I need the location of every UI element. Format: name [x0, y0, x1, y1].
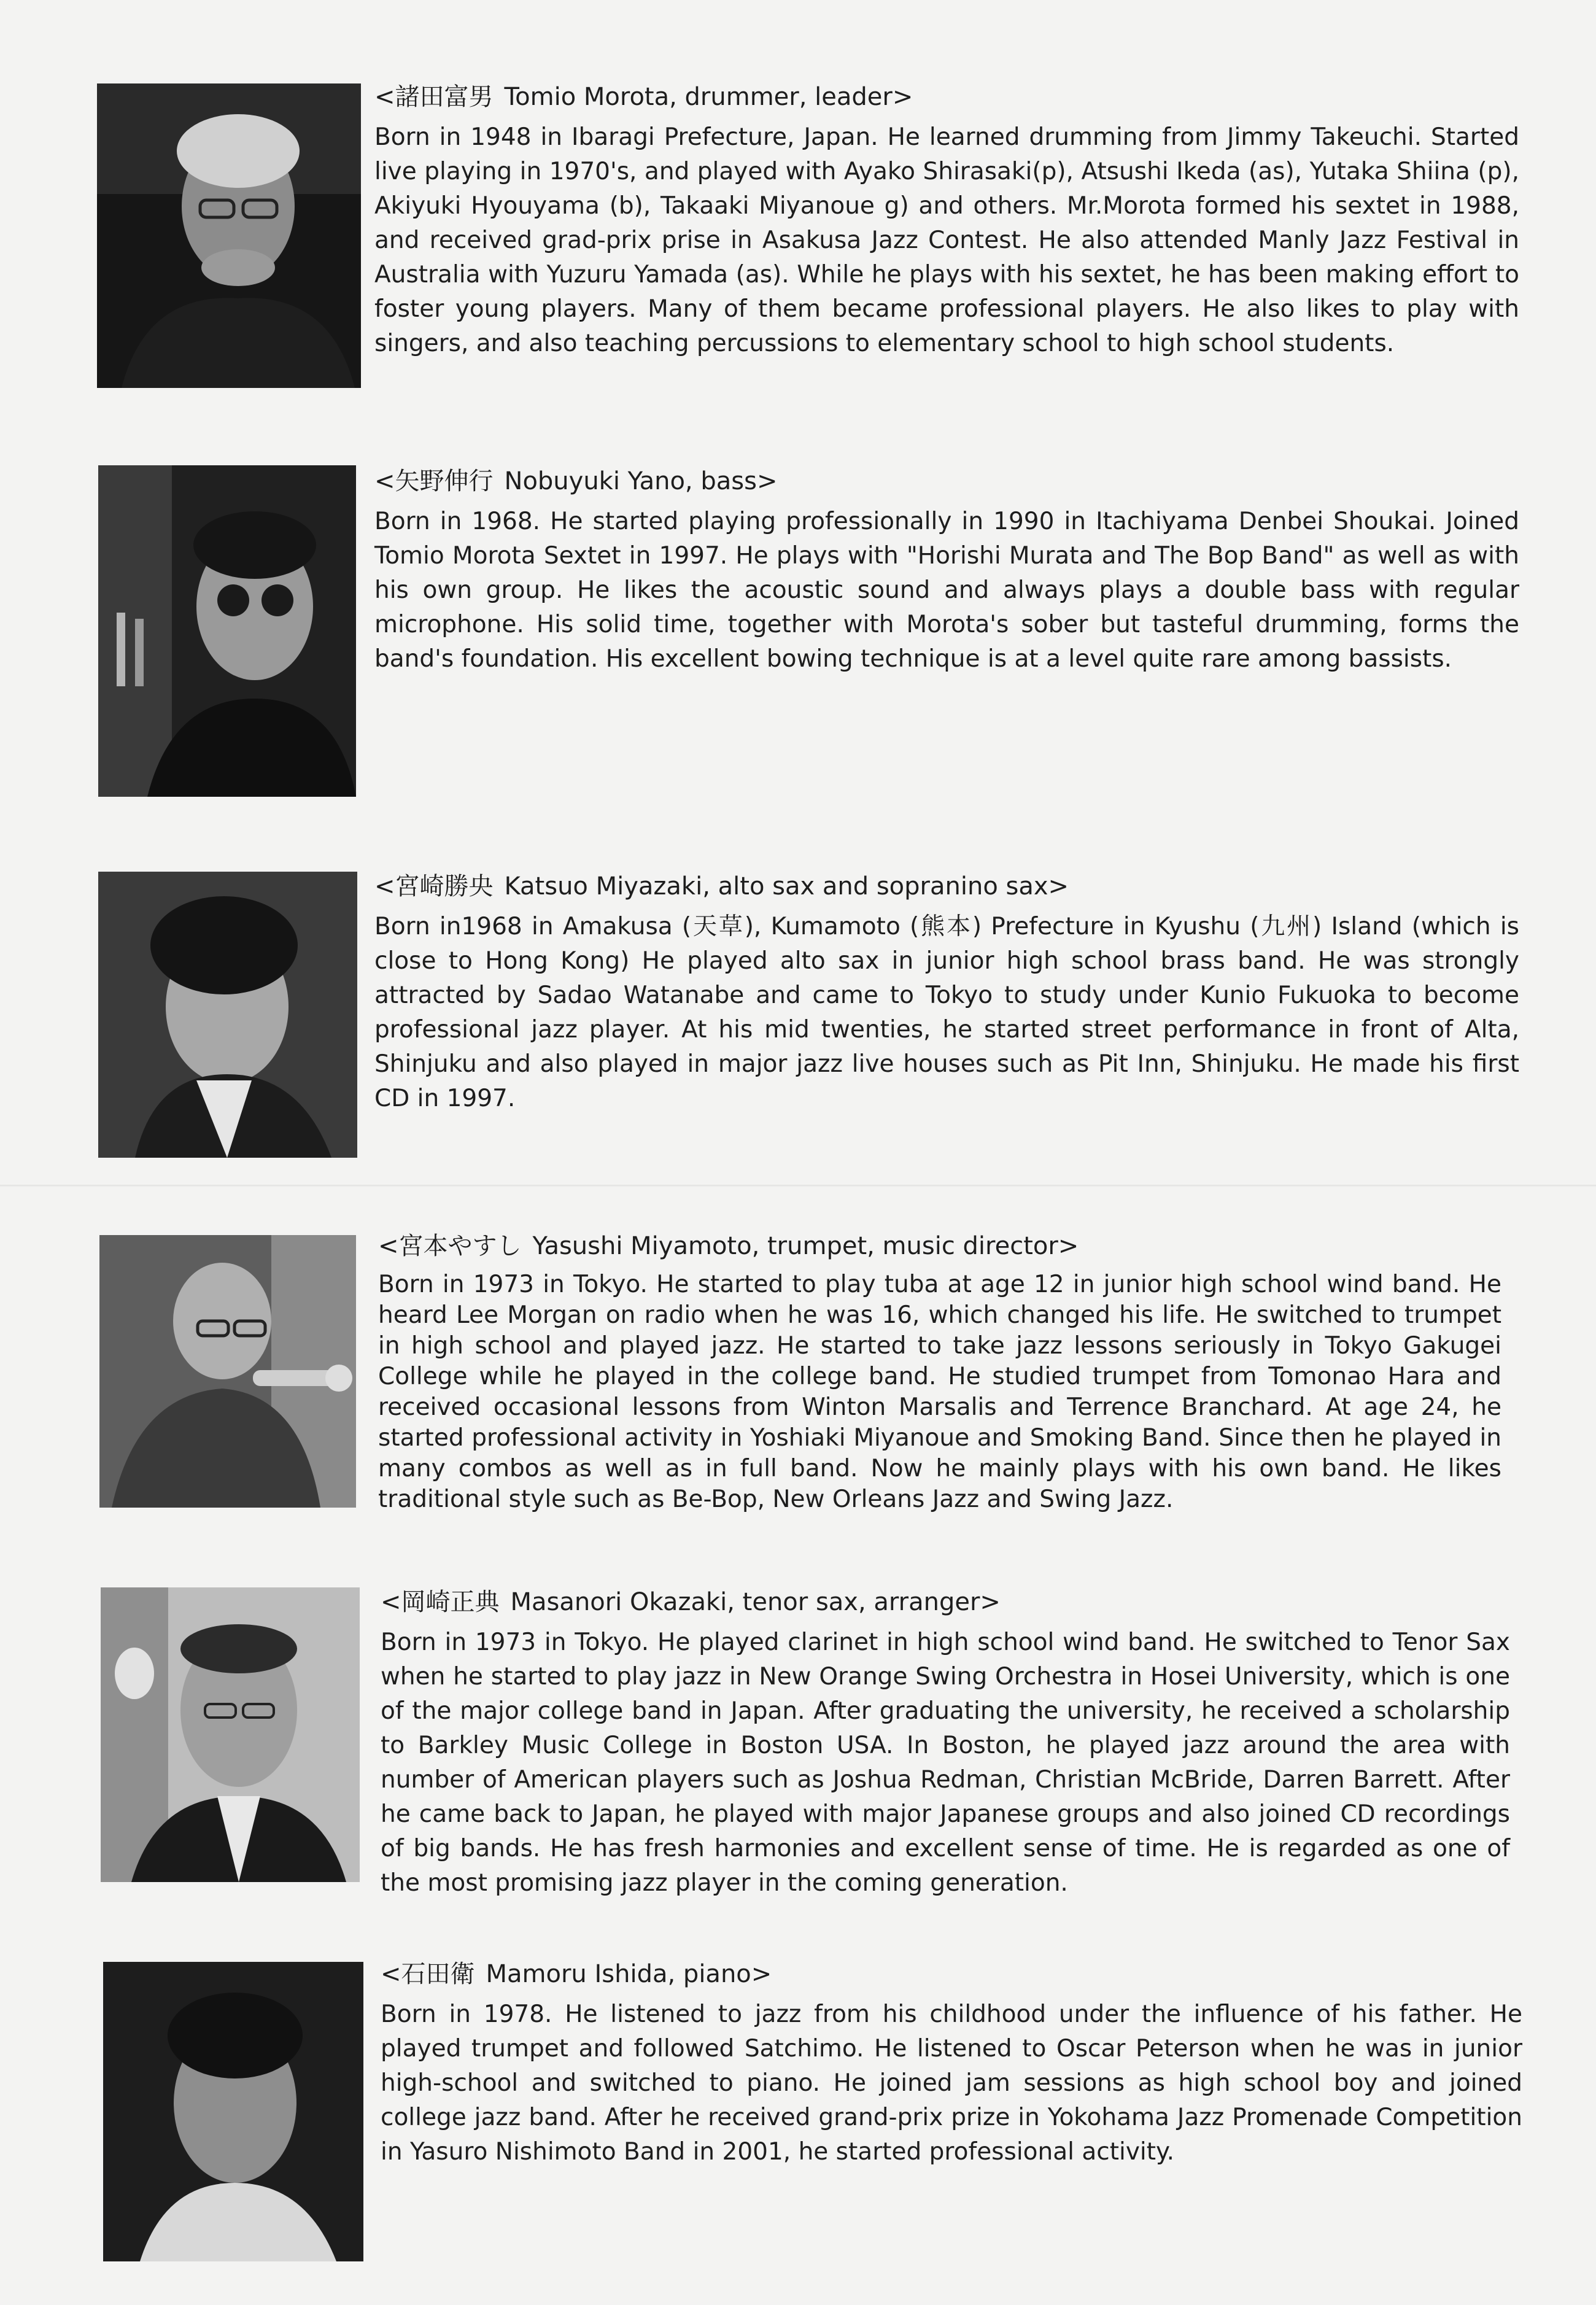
member-name-en: Katsuo Miyazaki, alto sax and sopranino sax>: [504, 872, 1069, 901]
member-photo: [97, 83, 361, 388]
member-heading: [378, 1230, 1501, 1262]
member-text: [374, 870, 1519, 1116]
member-bio: Born in1968 in Amakusa (天草), Kumamoto (熊本) Prefecture in Kyushu (九州) Island (which is close to Hong Kong) He played alto sax in junior high school brass band. He was strongly attracted by Sadao Watanabe and came to Tokyo to study under Kunio Fukuoka to become professional jazz player. At his mid twenties, he started street performance in front of Alta, Shinjuku and also played in major jazz live houses such as Pit Inn, Shinjuku. He made his first CD in 1997.: [374, 913, 1519, 1112]
member-name-en: Nobuyuki Yano, bass>: [504, 467, 778, 495]
member-bio: Born in 1973 in Tokyo. He started to play tuba at age 12 in junior high school wind band. He heard Lee Morgan on radio when he was 16, which changed his life. He switched to trumpet in high school and played jazz. He started to take jazz lessons seriously in Tokyo Gakugei College while he played in the college band. He studied trumpet from Tomonao Hara and received occasional lessons from Winton Marsalis and Terrence Branchard. At age 24, he started professional activity in Yoshiaki Miyanoue and Smoking Band. Since then he played in many combos as well as in full band. Now he mainly plays with his own band. He likes traditional style such as Be-Bop, New Orleans Jazz and Swing Jazz.: [378, 1271, 1501, 1513]
member-name-jp: <諸田富男: [374, 83, 494, 111]
member-bio: Born in 1973 in Tokyo. He played clarinet in high school wind band. He switched to Tenor Sax when he started to play jazz in New Orange Swing Orchestra in Hosei University, which is one of the major college band in Japan. After graduating the university, he received a scholarship to Barkley Music College in Boston USA. In Boston, he played jazz around the area with number of American players such as Joshua Redman, Christian McBride, Darren Barrett. After he came back to Japan, he played with major Japanese groups and also joined CD recordings of big bands. He has fresh harmonies and excellent sense of time. He is regarded as one of the most promising jazz player in the coming generation.: [381, 1629, 1510, 1897]
member-text: [374, 465, 1519, 676]
member-bio: Born in 1948 in Ibaragi Prefecture, Japan. He learned drumming from Jimmy Takeuchi. Started live playing in 1970's, and played with Ayako Shirasaki(p), Atsushi Ikeda (as), Yutaka Shiina (p), Akiyuki Hyouyama (b), Takaaki Miyanoue g) and others. Mr.Morota formed his sextet in 1988, and received grad-prix prise in Asakusa Jazz Contest. He also attended Manly Jazz Festival in Australia with Yuzuru Yamada (as). While he plays with his sextet, he has been making effort to foster young players. Many of them became professional players. He also likes to play with singers, and also teaching percussions to elementary school to high school students.: [374, 123, 1519, 357]
member-heading: [381, 1586, 1510, 1618]
member-heading: [374, 81, 1519, 113]
member-text: [381, 1586, 1510, 1900]
fold-crease: [0, 1185, 1596, 1187]
member-photo: [103, 1962, 363, 2261]
member-name-en: Yasushi Miyamoto, trumpet, music director>: [532, 1232, 1079, 1260]
member-photo: [101, 1587, 360, 1882]
member-name-en: Tomio Morota, drummer, leader>: [504, 83, 913, 111]
member-heading: [374, 465, 1519, 497]
member-name-en: Masanori Okazaki, tenor sax, arranger>: [510, 1588, 1001, 1616]
member-name-jp: <矢野伸行: [374, 467, 494, 495]
member-name-en: Mamoru Ishida, piano>: [486, 1960, 772, 1988]
member-heading: [381, 1958, 1522, 1990]
member-photo: [98, 465, 356, 797]
member-text: [378, 1230, 1501, 1515]
member-text: [381, 1958, 1522, 2169]
member-text: [374, 81, 1519, 361]
member-photo: [99, 1235, 356, 1508]
member-photo: [98, 872, 357, 1158]
member-bio: Born in 1968. He started playing professionally in 1990 in Itachiyama Denbei Shoukai. Joined Tomio Morota Sextet in 1997. He plays with "Horishi Murata and The Bop Band" as well as with his own group. He likes the acoustic sound and always plays a double bass with regular microphone. His solid time, together with Morota's sober but tasteful drumming, forms the band's foundation. His excellent bowing technique is at a level quite rare among bassists.: [374, 508, 1519, 673]
member-name-jp: <石田衛: [381, 1960, 475, 1988]
member-name-jp: <宮本やすし: [378, 1232, 522, 1260]
member-bio: Born in 1978. He listened to jazz from his childhood under the influence of his father. He played trumpet and followed Satchimo. He listened to Oscar Peterson when he was in junior high-school and switched to piano. He joined jam sessions as high school boy and joined college jazz band. After he received grand-prix prize in Yokohama Jazz Promenade Competition in Yasuro Nishimoto Band in 2001, he started professional activity.: [381, 2001, 1522, 2166]
member-heading: [374, 870, 1519, 902]
member-name-jp: <宮崎勝央: [374, 872, 494, 901]
member-name-jp: <岡崎正典: [381, 1588, 500, 1616]
